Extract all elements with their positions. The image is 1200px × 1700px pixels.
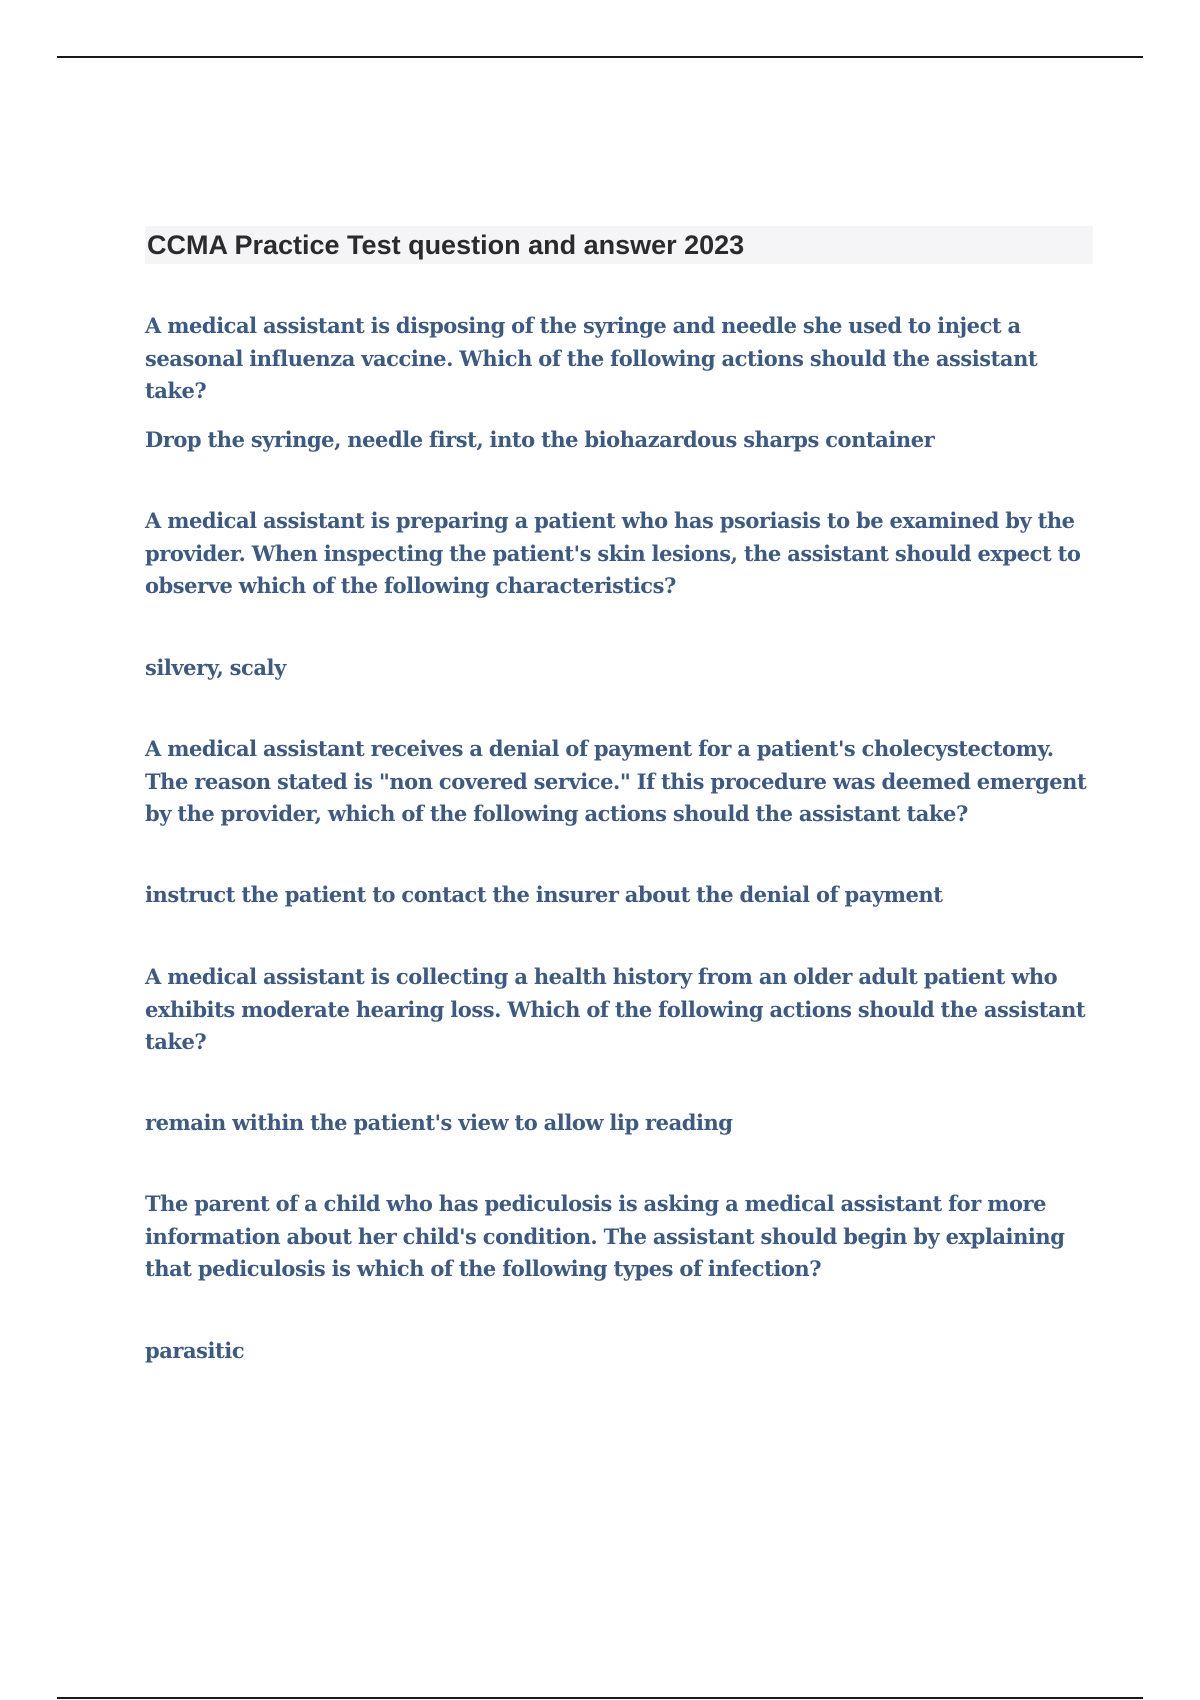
question-3: A medical assistant receives a denial of payment for a patient's cholecystectomy. The reason stated is "non covered service." If this procedure was deemed emergent by the provider, which of the following actions should the assistant take? [145,736,1087,826]
answer-2: silvery, scaly [145,655,286,680]
question-2: A medical assistant is preparing a patient who has psoriasis to be examined by the provider. When inspecting the patient's skin lesions, the assistant should expect to observe which of the following characteristics? [145,508,1081,598]
answer-4: remain within the patient's view to allow lip reading [145,1110,733,1135]
page-bottom-rule [57,1697,1143,1699]
question-4: A medical assistant is collecting a health history from an older adult patient who exhibits moderate hearing loss. Which of the following actions should the assistant take? [145,964,1086,1054]
answer-1: Drop the syringe, needle first, into the biohazardous sharps container [145,427,935,452]
document-title-bar [145,226,1093,264]
question-5: The parent of a child who has pediculosis is asking a medical assistant for more information about her child's condition. The assistant should begin by explaining that pediculosis is which of the following types of infection? [145,1191,1065,1281]
answer-3: instruct the patient to contact the insurer about the denial of payment [145,882,943,907]
question-1: A medical assistant is disposing of the syringe and needle she used to inject a seasonal influenza vaccine. Which of the following actions should the assistant take? [145,313,1038,403]
page-top-rule [57,56,1143,58]
answer-5: parasitic [145,1338,245,1363]
document-title: CCMA Practice Test question and answer 2023 [147,230,745,260]
